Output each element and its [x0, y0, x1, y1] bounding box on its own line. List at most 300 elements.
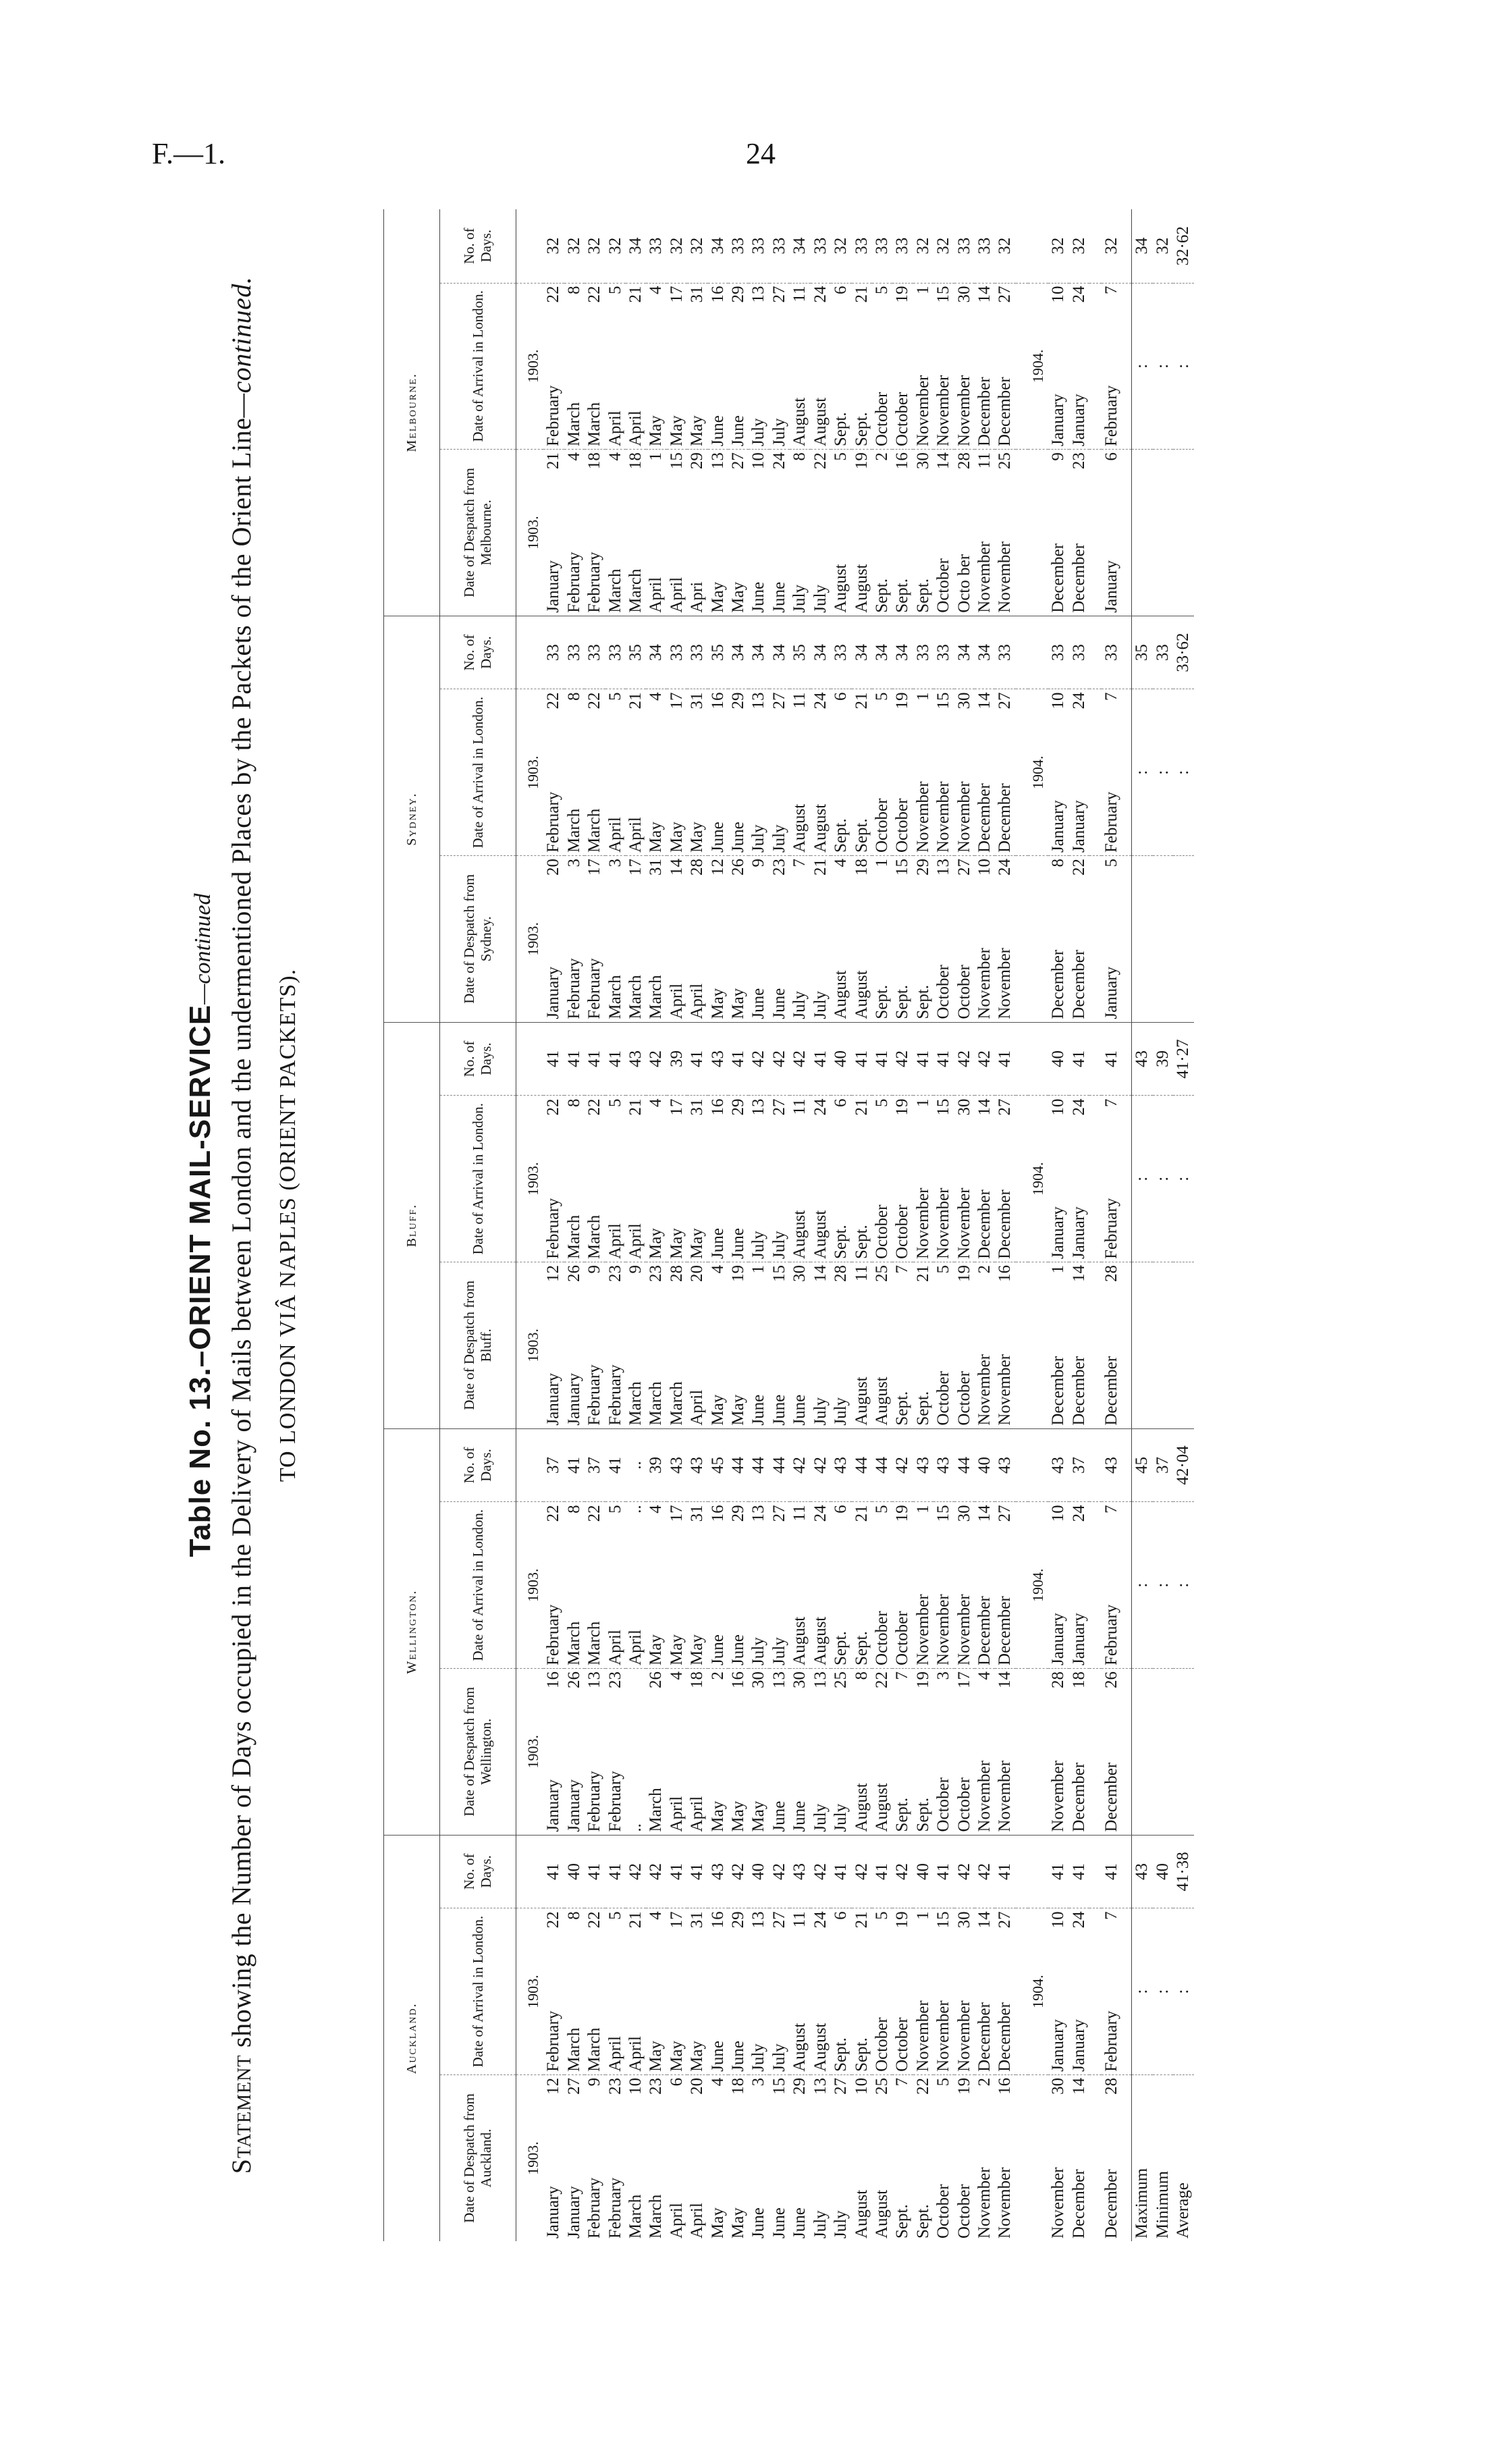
arrival-month-wellington: Sept.: [852, 1534, 872, 1669]
statement-continued: —continued.: [226, 276, 256, 418]
days-auckland: 42: [852, 1835, 872, 1908]
summary-dots: :: [1132, 689, 1153, 856]
arrival-month-melbourne: Sept.: [831, 315, 851, 450]
despatch-month-wellington: ..: [626, 1700, 646, 1835]
arrival-day-bluff: 10: [1049, 1098, 1068, 1116]
arrival-day-melbourne: 16: [708, 286, 727, 303]
arrival-month-melbourne: Sept.: [852, 315, 872, 450]
arrival-month-bluff: January: [1048, 1128, 1068, 1262]
arrival-day-wellington: 22: [585, 1505, 604, 1522]
arrival-month-melbourne: November: [913, 315, 933, 450]
days-bluff: 42: [790, 1022, 810, 1096]
arrival-month-bluff: August: [790, 1128, 810, 1262]
despatch-month-sydney: Sept.: [872, 888, 892, 1022]
despatch-day-wellington: 23: [605, 1671, 624, 1688]
days-wellington: 44: [728, 1428, 749, 1502]
arrival-day-melbourne: 6: [832, 286, 850, 295]
mail-service-table: [383, 209, 1194, 2241]
days-auckland: 41: [585, 1835, 605, 1908]
blank-cell: [1173, 1668, 1193, 1835]
spacer-row: [1089, 209, 1102, 2241]
arrival-day-melbourne: 29: [729, 286, 748, 303]
year-label: 1904.: [1028, 283, 1048, 450]
despatch-day-melbourne: 2: [872, 452, 891, 461]
despatch-month-wellington: March: [646, 1700, 666, 1835]
days-bluff: 41: [995, 1022, 1015, 1096]
days-wellington: 42: [811, 1428, 831, 1502]
days-sydney: 35: [790, 616, 810, 689]
despatch-month-sydney: February: [564, 888, 585, 1022]
despatch-day-wellington: 26: [647, 1671, 666, 1688]
despatch-month-wellington: November: [975, 1700, 995, 1835]
arrival-month-sydney: November: [954, 722, 975, 856]
year-row: [516, 209, 544, 2241]
days-sydney: 34: [769, 616, 790, 689]
table-statement: [225, 230, 258, 2221]
days-wellington: 43: [913, 1428, 933, 1502]
days-sydney: 34: [852, 616, 872, 689]
despatch-month-melbourne: December: [1069, 481, 1089, 616]
summary-row: [1132, 209, 1153, 2241]
blank-cell: [1173, 856, 1193, 1023]
table-continued: —continued: [190, 893, 215, 1005]
arrival-day-melbourne: 30: [954, 286, 973, 303]
days-wellington: 44: [954, 1428, 975, 1502]
summary-row: [1153, 209, 1173, 2241]
despatch-month-wellington: May: [728, 1700, 749, 1835]
arrival-day-sydney: 14: [975, 692, 994, 709]
arrival-month-sydney: Sept.: [852, 722, 872, 856]
despatch-month-bluff: June: [790, 1294, 810, 1428]
arrival-day-auckland: 21: [852, 1911, 871, 1929]
days-auckland: 41: [1069, 1835, 1089, 1908]
days-bluff: 41: [1102, 1022, 1132, 1096]
arrival-month-wellington: November: [954, 1534, 975, 1669]
year-label: 1903.: [516, 1908, 544, 2075]
arrival-day-bluff: 31: [688, 1098, 707, 1116]
days-sydney: 33: [1102, 616, 1132, 689]
despatch-day-melbourne: 4: [605, 452, 624, 461]
despatch-day-melbourne: 23: [1069, 452, 1088, 470]
despatch-day-sydney: 9: [749, 859, 768, 867]
table-row: [913, 209, 933, 2241]
arrival-month-sydney: November: [933, 722, 954, 856]
despatch-day-auckland: 25: [872, 2077, 891, 2095]
days-wellington: 43: [831, 1428, 851, 1502]
despatch-day-melbourne: 16: [893, 452, 912, 470]
despatch-day-auckland: 18: [729, 2077, 748, 2095]
arrival-day-sydney: 5: [605, 692, 624, 701]
days-bluff: 41: [933, 1022, 954, 1096]
despatch-day-wellington: 2: [708, 1671, 727, 1680]
arrival-day-melbourne: 17: [667, 286, 686, 303]
col-despatch-auckland: Date of Despatch from Auckland.: [440, 2074, 516, 2241]
arrival-day-sydney: 4: [647, 692, 666, 701]
rotated-table-page: [181, 209, 1308, 2241]
arrival-month-wellington: July: [749, 1534, 769, 1669]
blank-cell: [1016, 1022, 1028, 1096]
arrival-day-bluff: 30: [954, 1098, 973, 1116]
blank-cell: [1089, 1428, 1102, 1502]
arrival-month-sydney: July: [749, 722, 769, 856]
despatch-day-bluff: 14: [811, 1265, 830, 1283]
despatch-month-bluff: October: [954, 1294, 975, 1428]
blank-cell: [1173, 1262, 1193, 1429]
arrival-month-bluff: October: [872, 1128, 892, 1262]
days-wellington: 43: [687, 1428, 707, 1502]
arrival-month-auckland: December: [995, 1941, 1015, 2075]
arrival-day-auckland: 22: [544, 1911, 563, 1929]
days-sydney: 33: [543, 616, 564, 689]
arrival-day-sydney: 1: [913, 692, 932, 701]
arrival-day-bluff: 21: [626, 1098, 645, 1116]
arrival-day-auckland: 24: [1069, 1911, 1088, 1929]
arrival-day-wellington: 7: [1102, 1505, 1120, 1514]
arrival-month-auckland: August: [790, 1941, 810, 2075]
despatch-day-melbourne: 27: [729, 452, 748, 470]
arrival-month-sydney: February: [1102, 722, 1132, 856]
table-row: [892, 209, 913, 2241]
arrival-month-melbourne: November: [933, 315, 954, 450]
blank-cell: [1132, 450, 1153, 616]
despatch-day-sydney: 14: [667, 859, 686, 876]
table-row: [687, 209, 707, 2241]
section-header-row: [384, 209, 440, 2241]
statement-body: showing the Number of Days occupied in the Delivery of Mails between London and the undermentioned Places by the Packets of the Orient Line: [226, 417, 256, 2047]
arrival-month-sydney: January: [1069, 722, 1089, 856]
arrival-day-melbourne: 11: [790, 286, 809, 302]
year-label: 1904.: [1028, 689, 1048, 856]
arrival-day-auckland: 6: [832, 1911, 850, 1920]
arrival-month-auckland: November: [954, 1941, 975, 2075]
arrival-month-wellington: August: [811, 1534, 831, 1669]
despatch-month-auckland: July: [811, 2210, 830, 2239]
arrival-month-melbourne: July: [749, 315, 769, 450]
despatch-day-bluff: 15: [769, 1265, 788, 1283]
despatch-month-wellington: August: [872, 1700, 892, 1835]
arrival-month-melbourne: August: [811, 315, 831, 450]
table-row: [790, 209, 810, 2241]
despatch-day-melbourne: 28: [954, 452, 973, 470]
table-row: [708, 209, 728, 2241]
despatch-month-melbourne: November: [995, 481, 1015, 616]
days-sydney: 34: [728, 616, 749, 689]
blank-cell: [1089, 450, 1102, 616]
arrival-day-auckland: 17: [667, 1911, 686, 1929]
arrival-month-bluff: August: [811, 1128, 831, 1262]
year-label: 1904.: [1028, 1502, 1048, 1669]
col-arrival-london: Date of Arrival in London.: [440, 1502, 516, 1669]
arrival-month-wellington: October: [872, 1534, 892, 1669]
days-sydney: 33: [605, 616, 626, 689]
days-auckland: 41: [605, 1835, 626, 1908]
despatch-month-melbourne: Sept.: [892, 481, 913, 616]
despatch-day-auckland: 5: [934, 2077, 953, 2087]
despatch-month-sydney: November: [975, 888, 995, 1022]
despatch-month-bluff: August: [872, 1294, 892, 1428]
arrival-month-melbourne: February: [1102, 315, 1132, 450]
arrival-month-wellington: February: [1102, 1534, 1132, 1669]
arrival-day-auckland: 4: [647, 1911, 666, 1920]
blank-cell: [1016, 1262, 1028, 1429]
arrival-month-bluff: May: [646, 1128, 666, 1262]
despatch-month-bluff: November: [975, 1294, 995, 1428]
arrival-month-melbourne: June: [728, 315, 749, 450]
arrival-day-melbourne: 22: [544, 286, 563, 303]
arrival-day-bluff: 5: [605, 1098, 624, 1107]
despatch-day-sydney: 3: [564, 859, 583, 867]
days-melbourne: 32: [687, 209, 707, 283]
arrival-month-bluff: Sept.: [831, 1128, 851, 1262]
arrival-month-wellington: February: [543, 1534, 564, 1669]
despatch-month-melbourne: December: [1048, 481, 1068, 616]
days-bluff: 43: [708, 1022, 728, 1096]
despatch-day-sydney: 17: [626, 859, 645, 876]
days-melbourne: 34: [708, 209, 728, 283]
despatch-day-wellington: 28: [1049, 1671, 1068, 1688]
days-bluff: 41: [913, 1022, 933, 1096]
arrival-month-auckland: July: [769, 1941, 790, 2075]
despatch-month-bluff: May: [728, 1294, 749, 1428]
year-label: 1904.: [1028, 1096, 1048, 1262]
table-subtitle: TO LONDON VIÂ NAPLES (ORIENT PACKETS).: [275, 968, 300, 1482]
days-auckland: 40: [564, 1835, 585, 1908]
summary-dots: :: [1173, 283, 1193, 450]
table-row: [995, 209, 1015, 2241]
despatch-day-melbourne: 9: [1049, 452, 1068, 461]
days-melbourne: 32: [1069, 209, 1089, 283]
arrival-month-wellington: March: [585, 1534, 605, 1669]
days-melbourne: 32: [933, 209, 954, 283]
arrival-month-auckland: Sept.: [852, 1941, 872, 2075]
blank-cell: [1089, 1668, 1102, 1835]
arrival-day-sydney: 21: [626, 692, 645, 709]
despatch-day-sydney: 1: [872, 859, 891, 867]
despatch-month-auckland: June: [769, 2207, 788, 2239]
despatch-month-melbourne: Octo ber: [954, 481, 975, 616]
arrival-month-sydney: October: [892, 722, 913, 856]
summary-value-bluff: 41·27: [1173, 1022, 1193, 1096]
arrival-month-wellington: July: [769, 1534, 790, 1669]
despatch-month-wellington: December: [1069, 1700, 1089, 1835]
despatch-month-melbourne: August: [831, 481, 851, 616]
despatch-day-sydney: 28: [688, 859, 707, 876]
year-label: 1903.: [516, 283, 544, 450]
despatch-month-bluff: January: [564, 1294, 585, 1428]
arrival-day-wellington: 1: [913, 1505, 932, 1514]
days-wellington: 39: [646, 1428, 666, 1502]
days-sydney: 34: [892, 616, 913, 689]
col-arrival-london: Date of Arrival in London.: [440, 1096, 516, 1262]
arrival-month-auckland: February: [543, 1941, 564, 2075]
despatch-day-melbourne: 29: [688, 452, 707, 470]
col-despatch-sydney: Date of Despatch from Sydney.: [440, 856, 516, 1023]
despatch-day-auckland: 19: [954, 2077, 973, 2095]
despatch-day-wellington: 14: [996, 1671, 1014, 1688]
despatch-day-sydney: 23: [769, 859, 788, 876]
blank-cell: [1173, 450, 1193, 616]
summary-dots: :: [1153, 1096, 1173, 1262]
summary-dots: :: [1173, 1908, 1193, 2075]
col-arrival-london: Date of Arrival in London.: [440, 1908, 516, 2075]
arrival-month-melbourne: March: [564, 315, 585, 450]
summary-value-bluff: 39: [1153, 1022, 1173, 1096]
days-bluff: 40: [831, 1022, 851, 1096]
despatch-day-melbourne: 18: [585, 452, 604, 470]
days-melbourne: 33: [852, 209, 872, 283]
despatch-day-auckland: 20: [688, 2077, 707, 2095]
days-melbourne: 33: [975, 209, 995, 283]
despatch-day-auckland: 7: [893, 2077, 912, 2087]
arrival-month-wellington: January: [1048, 1534, 1068, 1669]
despatch-day-bluff: 5: [934, 1265, 953, 1274]
despatch-day-wellington: 18: [1069, 1671, 1088, 1688]
arrival-day-wellington: 19: [893, 1505, 912, 1522]
days-bluff: 42: [749, 1022, 769, 1096]
arrival-day-wellington: 10: [1049, 1505, 1068, 1522]
despatch-day-bluff: 28: [832, 1265, 850, 1283]
despatch-day-melbourne: 8: [790, 452, 809, 461]
despatch-month-bluff: July: [811, 1294, 831, 1428]
despatch-day-bluff: 1: [749, 1265, 768, 1274]
arrival-day-sydney: 5: [872, 692, 891, 701]
arrival-month-melbourne: January: [1048, 315, 1068, 450]
despatch-month-melbourne: Sept.: [872, 481, 892, 616]
arrival-day-wellington: 24: [1069, 1505, 1088, 1522]
despatch-month-bluff: Sept.: [913, 1294, 933, 1428]
arrival-day-auckland: 5: [872, 1911, 891, 1920]
despatch-day-auckland: 6: [667, 2077, 686, 2087]
despatch-day-bluff: 11: [852, 1265, 871, 1282]
arrival-month-bluff: December: [995, 1128, 1015, 1262]
arrival-day-auckland: 31: [688, 1911, 707, 1929]
blank-cell: [516, 1835, 544, 1908]
despatch-month-sydney: August: [852, 888, 872, 1022]
arrival-month-melbourne: February: [543, 315, 564, 450]
days-melbourne: 34: [626, 209, 646, 283]
arrival-month-sydney: March: [564, 722, 585, 856]
arrival-day-auckland: 14: [975, 1911, 994, 1929]
table-row: [1069, 209, 1089, 2241]
days-melbourne: 33: [646, 209, 666, 283]
despatch-month-auckland: August: [852, 2189, 871, 2239]
blank-cell: [1089, 616, 1102, 689]
arrival-day-wellington: 29: [729, 1505, 748, 1522]
blank-cell: [1089, 1096, 1102, 1262]
despatch-day-melbourne: 11: [975, 452, 994, 469]
arrival-day-auckland: 11: [790, 1911, 809, 1928]
days-melbourne: 32: [605, 209, 626, 283]
table-row: [975, 209, 995, 2241]
days-wellington: 43: [995, 1428, 1015, 1502]
arrival-month-melbourne: January: [1069, 315, 1089, 450]
arrival-day-bluff: 17: [667, 1098, 686, 1116]
arrival-month-sydney: May: [667, 722, 687, 856]
days-melbourne: 32: [667, 209, 687, 283]
blank-cell: [1132, 1668, 1153, 1835]
arrival-day-sydney: 6: [832, 692, 850, 701]
despatch-day-sydney: 17: [585, 859, 604, 876]
arrival-month-sydney: May: [646, 722, 666, 856]
days-melbourne: 32: [913, 209, 933, 283]
days-sydney: 33: [1048, 616, 1068, 689]
table-row: [543, 209, 564, 2241]
arrival-day-bluff: 8: [564, 1098, 583, 1107]
days-wellington: 43: [1102, 1428, 1132, 1502]
arrival-day-sydney: 24: [811, 692, 830, 709]
despatch-month-bluff: March: [667, 1294, 687, 1428]
days-auckland: 41: [667, 1835, 687, 1908]
days-auckland: 41: [1102, 1835, 1132, 1908]
days-auckland: 40: [749, 1835, 769, 1908]
days-sydney: 34: [975, 616, 995, 689]
arrival-month-auckland: June: [728, 1941, 749, 2075]
despatch-month-wellington: February: [585, 1700, 605, 1835]
arrival-day-wellington: 5: [605, 1505, 624, 1514]
despatch-day-bluff: 9: [626, 1265, 645, 1274]
days-wellington: 43: [933, 1428, 954, 1502]
despatch-day-bluff: 25: [872, 1265, 891, 1283]
despatch-day-wellington: 25: [832, 1671, 850, 1688]
arrival-month-melbourne: August: [790, 315, 810, 450]
arrival-month-auckland: November: [933, 1941, 954, 2075]
despatch-month-sydney: October: [933, 888, 954, 1022]
despatch-month-auckland: May: [708, 2207, 727, 2239]
arrival-month-bluff: November: [913, 1128, 933, 1262]
days-sydney: 34: [811, 616, 831, 689]
summary-dots: :: [1153, 1502, 1173, 1669]
arrival-day-wellington: 13: [749, 1505, 768, 1522]
despatch-month-bluff: January: [543, 1294, 564, 1428]
arrival-day-melbourne: 31: [688, 286, 707, 303]
despatch-day-sydney: 27: [954, 859, 973, 876]
arrival-day-wellington: ..: [626, 1505, 645, 1514]
arrival-day-melbourne: 8: [564, 286, 583, 295]
days-auckland: 41: [995, 1835, 1015, 1908]
arrival-month-wellington: May: [646, 1534, 666, 1669]
despatch-month-auckland: June: [749, 2207, 768, 2239]
days-wellington: 37: [585, 1428, 605, 1502]
despatch-month-auckland: July: [832, 2210, 850, 2239]
arrival-day-sydney: 22: [544, 692, 563, 709]
days-auckland: 43: [708, 1835, 728, 1908]
table-number: Table No. 13.–ORIENT MAIL-SERVICE: [184, 1004, 217, 1557]
blank-cell: [1153, 1668, 1173, 1835]
despatch-day-bluff: 2: [975, 1265, 994, 1274]
arrival-month-wellington: June: [708, 1534, 728, 1669]
days-sydney: 33: [1069, 616, 1089, 689]
col-days: No. of Days.: [440, 1428, 516, 1502]
despatch-month-melbourne: June: [749, 481, 769, 616]
arrival-month-wellington: Sept.: [831, 1534, 851, 1669]
summary-value-melbourne: 32·62: [1173, 209, 1193, 283]
table-row: [1048, 209, 1068, 2241]
days-bluff: 41: [585, 1022, 605, 1096]
despatch-month-bluff: December: [1102, 1294, 1132, 1428]
despatch-day-bluff: 16: [996, 1265, 1014, 1283]
year-label-empty: [1028, 1262, 1048, 1429]
arrival-day-bluff: 13: [749, 1098, 768, 1116]
arrival-day-auckland: 15: [934, 1911, 953, 1929]
despatch-day-auckland: 28: [1102, 2077, 1120, 2095]
despatch-month-sydney: July: [790, 888, 810, 1022]
year-label-empty: [1028, 450, 1048, 616]
blank-cell: [1016, 1668, 1028, 1835]
blank-cell: [1016, 1502, 1028, 1669]
despatch-day-wellington: [626, 1668, 646, 1700]
despatch-month-sydney: April: [687, 888, 707, 1022]
arrival-month-sydney: October: [872, 722, 892, 856]
